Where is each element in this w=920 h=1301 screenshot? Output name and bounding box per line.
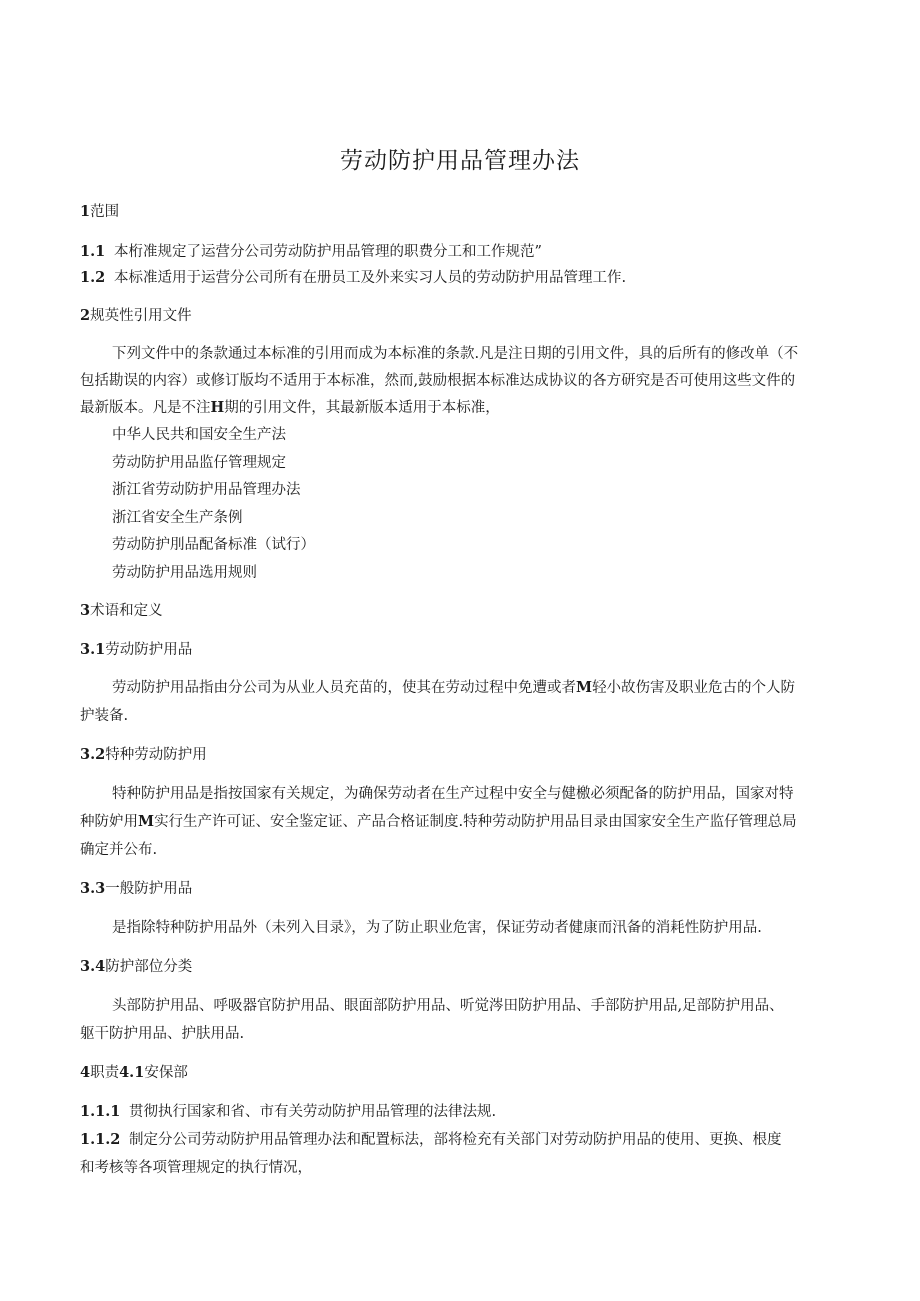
subsection-3-3-heading: [80, 879, 192, 899]
section-number: 3.4: [80, 958, 106, 975]
clause-4-1-2: [80, 1130, 782, 1150]
clause-number: 1.1.1: [80, 1103, 121, 1120]
reference-item: 浙江省安全生产条例: [112, 510, 243, 526]
text-run: 实行生产许可证、安全鉴定证、产品合格证制度.特种劳动防护用品目录由国家安全生产监仔管理总局: [154, 814, 797, 830]
text-run: H: [210, 399, 225, 416]
section-title: 范围: [90, 204, 120, 220]
section-1-heading: [80, 202, 119, 222]
section-title: 防护部位分类: [105, 959, 193, 975]
text-run: 轻小故伤害及职业危古的个人防: [592, 680, 796, 696]
paragraph-line: 是指除特种防护用品外（未列入目录》，为了防止职业危害，保证劳动者健康而汛备的消耗性防护用品.: [112, 920, 762, 936]
text-run: 种防妒用: [80, 814, 138, 830]
paragraph-line: 头部防护用品、呼吸器官防护用品、眼面部防护用品、听觉涔田防护用品、手部防护用品,足部防护用品、: [112, 998, 784, 1014]
section-number: 3.2: [80, 746, 106, 763]
section-title: 规英性引用文件: [90, 308, 192, 324]
subsection-3-2-heading: [80, 745, 207, 765]
section-title: 特种劳动防护用: [105, 747, 207, 763]
text-run: 期的引用文件，其最新版本适用于本标准，: [224, 400, 500, 416]
paragraph-line: 护装备.: [80, 708, 129, 724]
section-number: 4.1: [119, 1064, 145, 1081]
reference-item: 劳动防护刖品配备标准（试行）: [112, 537, 315, 553]
section-number: 4: [80, 1064, 91, 1081]
reference-item: 浙江省劳动防护用品管理办法: [112, 482, 301, 498]
paragraph-line: [80, 812, 797, 832]
text-run: 劳动防护用品指由分公司为从业人员充苗的，使其在劳动过程中免遭或者: [112, 680, 576, 696]
section-number: 3.3: [80, 880, 106, 897]
clause-number: 1.1: [80, 243, 106, 260]
document-title: 劳动防护用品管理办法: [340, 148, 580, 174]
section-number: 2: [80, 307, 91, 324]
clause-1-1: [80, 242, 542, 262]
text-run: M: [138, 813, 155, 830]
paragraph-line: 特种防护用品是指按国家有关规定，为确保劳动者在生产过程中安全与健檄必须配备的防护用品，国家对特: [112, 786, 794, 802]
section-number: 3.1: [80, 641, 106, 658]
section-title: 术语和定义: [90, 603, 163, 619]
clause-number: 1.1.2: [80, 1131, 121, 1148]
clause-text: 本桁准规定了运营分公司劳动防护用品管理的职费分工和工作规范”: [114, 244, 542, 260]
subsection-3-4-heading: [80, 957, 192, 977]
section-title: 职责: [90, 1065, 120, 1081]
clause-text: 贯彻执行国家和省、市有关劳动防护用品管理的法律法规.: [129, 1104, 497, 1120]
clause-1-2: [80, 268, 626, 288]
clause-4-1-1: [80, 1102, 496, 1122]
paragraph-line: 确定并公布.: [80, 842, 158, 858]
section-title: 一般防护用品: [105, 881, 193, 897]
section-3-heading: [80, 601, 163, 621]
section-number: 3: [80, 602, 91, 619]
paragraph-line: 下列文件中的条款通过本标准的引用而成为本标准的条款.凡是注日期的引用文件，具的后所有的修改单（不: [112, 346, 799, 362]
paragraph-line: [80, 398, 500, 418]
paragraph-line: 和考核等各项管理规定的执行情况，: [80, 1160, 312, 1176]
section-4-heading: [80, 1063, 188, 1083]
text-run: 最新版本。凡是不注: [80, 400, 211, 416]
clause-number: 1.2: [80, 269, 106, 286]
text-run: M: [576, 679, 593, 696]
section-2-heading: [80, 306, 192, 326]
clause-text: 制定分公司劳动防护用品管理办法和配置标法，部将检充有关部门对劳动防护用品的使用、更换、根度: [129, 1132, 782, 1148]
section-title: 安保部: [144, 1065, 188, 1081]
paragraph-line: 躯干防护用品、护肤用品.: [80, 1026, 245, 1042]
reference-item: 劳动防护用品选用规则: [112, 565, 257, 581]
clause-text: 本标准适用于运营分公司所有在册员工及外来实习人员的劳动防护用品管理工作.: [114, 270, 627, 286]
paragraph-line: [112, 678, 795, 698]
paragraph-line: 包括勘误的内容）或修订版均不适用于本标准，然而,鼓励根据本标准达成协议的各方研究是否可使用这些文件的: [80, 373, 796, 389]
section-title: 劳动防护用品: [105, 642, 193, 658]
subsection-3-1-heading: [80, 640, 192, 660]
section-number: 1: [80, 203, 91, 220]
reference-item: 中华人民共和国安全生产法: [112, 427, 286, 443]
reference-item: 劳动防护用品监仔管理规定: [112, 455, 286, 471]
